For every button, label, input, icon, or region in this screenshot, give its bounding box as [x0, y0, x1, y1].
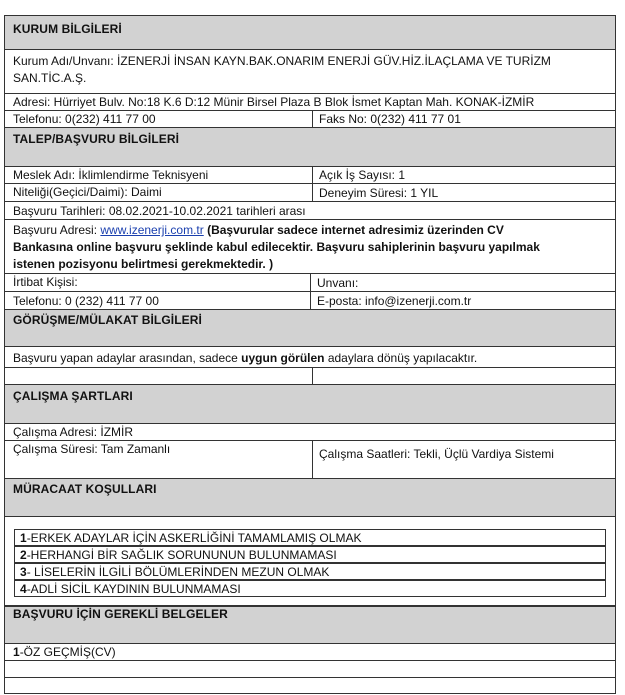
talep-tarihler: Başvuru Tarihleri: 08.02.2021-10.02.2021 tarihleri arası: [13, 204, 306, 218]
column-divider: [312, 111, 313, 128]
belgeler-empty-row: [4, 660, 616, 677]
column-divider: [312, 167, 313, 184]
calisma-sure-row: [4, 440, 616, 478]
talep-adres-note3: istenen pozisyonu belirtmesi gerekmektedir. ): [13, 257, 274, 271]
section-title: BAŞVURU İÇİN GEREKLİ BELGELER: [13, 607, 228, 621]
talep-telefon: Telefonu: 0 (232) 411 77 00: [13, 294, 159, 308]
belgeler-item-row: [4, 643, 616, 660]
item-number: 4: [20, 582, 27, 596]
section-header-talep: [4, 127, 616, 166]
item-text: - LİSELERİN İLGİLİ BÖLÜMLERİNDEN MEZUN OLMAK: [26, 565, 330, 579]
section-title: GÖRÜŞME/MÜLAKAT BİLGİLERİ: [13, 313, 202, 327]
section-header-belgeler: [4, 606, 616, 643]
list-item: [14, 580, 606, 597]
gorusme-text: [13, 351, 477, 365]
website-link[interactable]: www.izenerji.com.tr: [100, 223, 204, 237]
talep-acik-is: Açık İş Sayısı: 1: [319, 168, 406, 182]
column-divider: [310, 274, 311, 292]
kurum-address: Adresi: Hürriyet Bulv. No:18 K.6 D:12 Münir Birsel Plaza B Blok İsmet Kaptan Mah. KONAK-İZMİR: [13, 95, 535, 109]
talep-adres-label: Başvuru Adresi:: [13, 223, 101, 237]
kurum-name-line2: SAN.TİC.A.Ş.: [13, 71, 87, 85]
talep-tarih-row: [4, 201, 616, 219]
talep-adres-line1: [13, 223, 504, 237]
column-divider: [310, 292, 311, 310]
section-header-kurum: [4, 15, 616, 49]
talep-adres-note1: (Başvurular sadece internet adresimiz üzerinden CV: [203, 223, 504, 237]
talep-adres-row: [4, 219, 616, 273]
item-number: 2: [20, 548, 27, 562]
item-text: -ADLİ SİCİL KAYDININ BULUNMAMASI: [26, 582, 241, 596]
talep-eposta: E-posta: info@izenerji.com.tr: [317, 294, 472, 308]
item-number: 3: [20, 565, 27, 579]
gorusme-text-bold: uygun görülen: [241, 351, 325, 365]
section-title: ÇALIŞMA ŞARTLARI: [13, 389, 133, 403]
calisma-adres-row: [4, 423, 616, 440]
calisma-adres: Çalışma Adresi: İZMİR: [13, 425, 134, 439]
talep-unvani: Unvanı:: [317, 276, 359, 290]
kurum-name-line1: Kurum Adı/Unvanı: İZENERJİ İNSAN KAYN.BAK.ONARIM ENERJİ GÜV.HİZ.İLAÇLAMA VE TURİZM: [13, 54, 551, 68]
talep-nitelik-row: [4, 183, 616, 201]
section-title: TALEP/BAŞVURU BİLGİLERİ: [13, 132, 180, 146]
section-title: MÜRACAAT KOŞULLARI: [13, 482, 157, 496]
talep-telefon-row: [4, 291, 616, 309]
section-header-calisma: [4, 384, 616, 423]
belgeler-empty-row: [4, 677, 616, 694]
column-divider: [312, 441, 313, 479]
talep-deneyim: Deneyim Süresi: 1 YIL: [319, 186, 439, 200]
calisma-saatler: Çalışma Saatleri: Tekli, Üçlü Vardiya Sistemi: [319, 447, 554, 461]
item-number: 1: [13, 645, 20, 659]
kurum-fax: Faks No: 0(232) 411 77 01: [319, 112, 461, 126]
gorusme-text-after: adaylara dönüş yapılacaktır.: [324, 351, 478, 365]
list-item: [14, 529, 606, 546]
item-text: -ERKEK ADAYLAR İÇİN ASKERLİĞİNİ TAMAMLAMIŞ OLMAK: [26, 531, 362, 545]
list-item: [13, 645, 116, 659]
kurum-contact-row: [4, 110, 616, 127]
kurum-name-row: [4, 49, 616, 93]
talep-adres-note2: Bankasına online başvuru şeklinde kabul edilecektir. Başvuru sahiplerinin başvuru yapılmak: [13, 240, 540, 254]
gorusme-text-before: Başvuru yapan adaylar arasından, sadece: [13, 351, 242, 365]
talep-irtibat-row: [4, 273, 616, 291]
calisma-sure: Çalışma Süresi: Tam Zamanlı: [13, 442, 171, 456]
section-title: KURUM BİLGİLERİ: [13, 22, 122, 36]
section-header-muracaat: [4, 478, 616, 516]
talep-meslek-row: [4, 166, 616, 183]
talep-meslek: Meslek Adı: İklimlendirme Teknisyeni: [13, 168, 209, 182]
item-number: 1: [20, 531, 27, 545]
item-text: -ÖZ GEÇMİŞ(CV): [19, 645, 116, 659]
talep-irtibat: İrtibat Kişisi:: [13, 275, 78, 289]
kurum-phone: Telefonu: 0(232) 411 77 00: [13, 112, 156, 126]
column-divider: [312, 184, 313, 202]
kurum-address-row: [4, 93, 616, 110]
item-text: -HERHANGİ BİR SAĞLIK SORUNUNUN BULUNMAMASI: [26, 548, 337, 562]
list-item: [14, 546, 606, 563]
gorusme-empty-row: [4, 367, 616, 384]
column-divider: [312, 368, 313, 385]
section-header-gorusme: [4, 309, 616, 346]
gorusme-text-row: [4, 346, 616, 367]
talep-nitelik: Niteliği(Geçici/Daimi): Daimi: [13, 185, 162, 199]
list-item: [14, 563, 606, 580]
